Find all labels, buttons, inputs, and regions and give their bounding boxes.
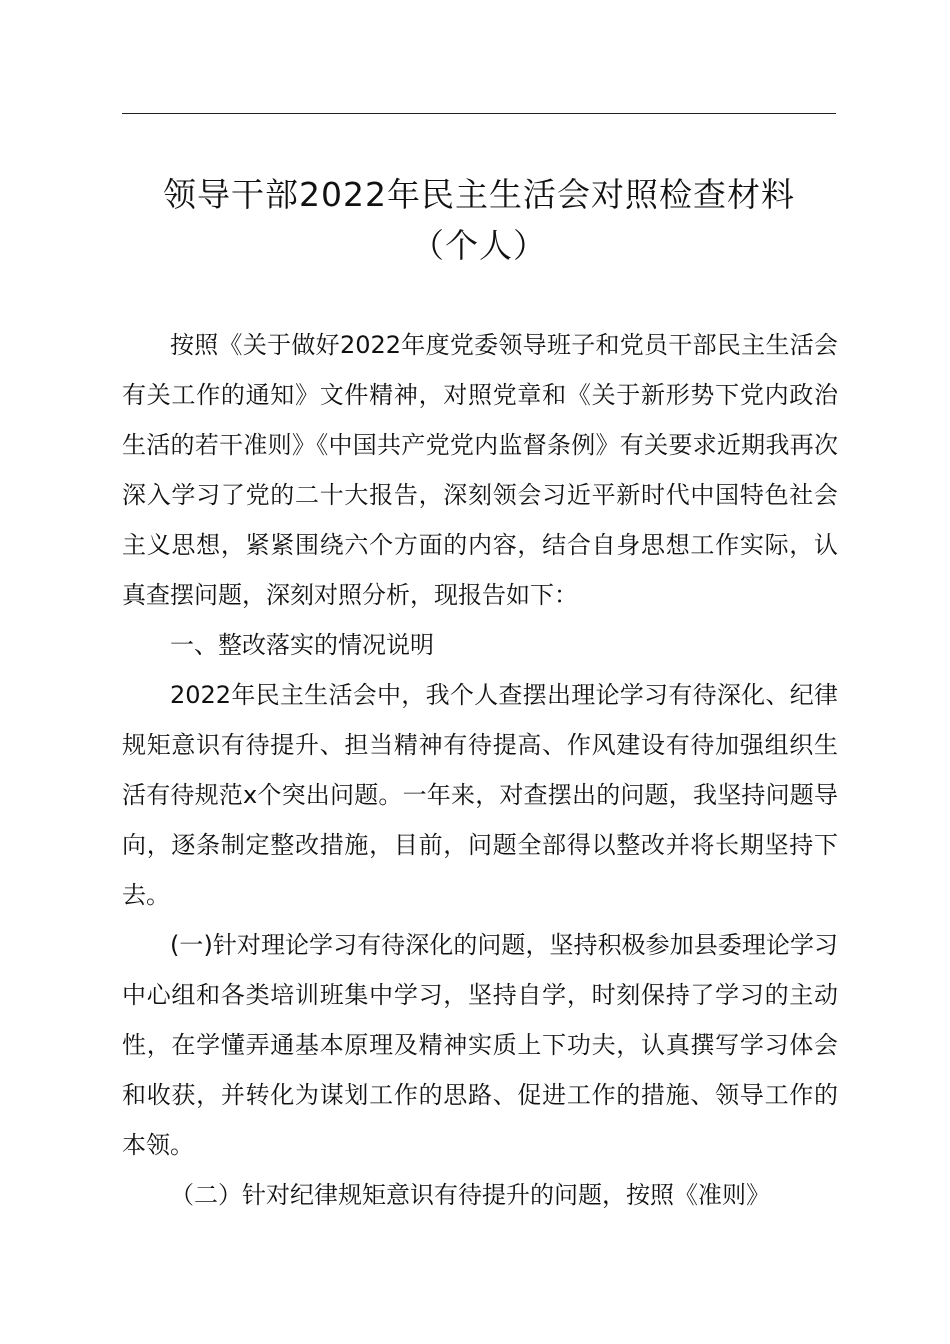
header-rule: [122, 113, 836, 114]
section-heading: 一、整改落实的情况说明: [170, 631, 434, 659]
item-paragraph-1: (一)针对理论学习有待深化的问题，坚持积极参加县委理论学习中心组和各类培训班集中学习，坚持自学，时刻保持了学习的主动性，在学懂弄通基本原理及精神实质上下功夫，认真撰写学习体会和收获，并转化为谋划工作的思路、促进工作的措施、领导工作的本领。: [122, 931, 838, 1159]
summary-paragraph: 2022年民主生活会中，我个人查摆出理论学习有待深化、纪律规矩意识有待提升、担当精神有待提高、作风建设有待加强组织生活有待规范x个突出问题。一年来，对查摆出的问题，我坚持问题导向，逐条制定整改措施，目前，问题全部得以整改并将长期坚持下去。: [122, 681, 838, 909]
document-subtitle: （个人）: [411, 226, 547, 265]
document-body: [122, 320, 838, 1220]
intro-paragraph: 按照《关于做好2022年度党委领导班子和党员干部民主生活会有关工作的通知》文件精神，对照党章和《关于新形势下党内政治生活的若干准则》《中国共产党党内监督条例》有关要求近期我再次深入学习了党的二十大报告，深刻领会习近平新时代中国特色社会主义思想，紧紧围绕六个方面的内容，结合自身思想工作实际，认真查摆问题，深刻对照分析，现报告如下：: [122, 331, 838, 609]
document-title: 领导干部2022年民主生活会对照检查材料: [163, 175, 795, 214]
item-paragraph-2: （二）针对纪律规矩意识有待提升的问题，按照《准则》: [170, 1181, 770, 1209]
